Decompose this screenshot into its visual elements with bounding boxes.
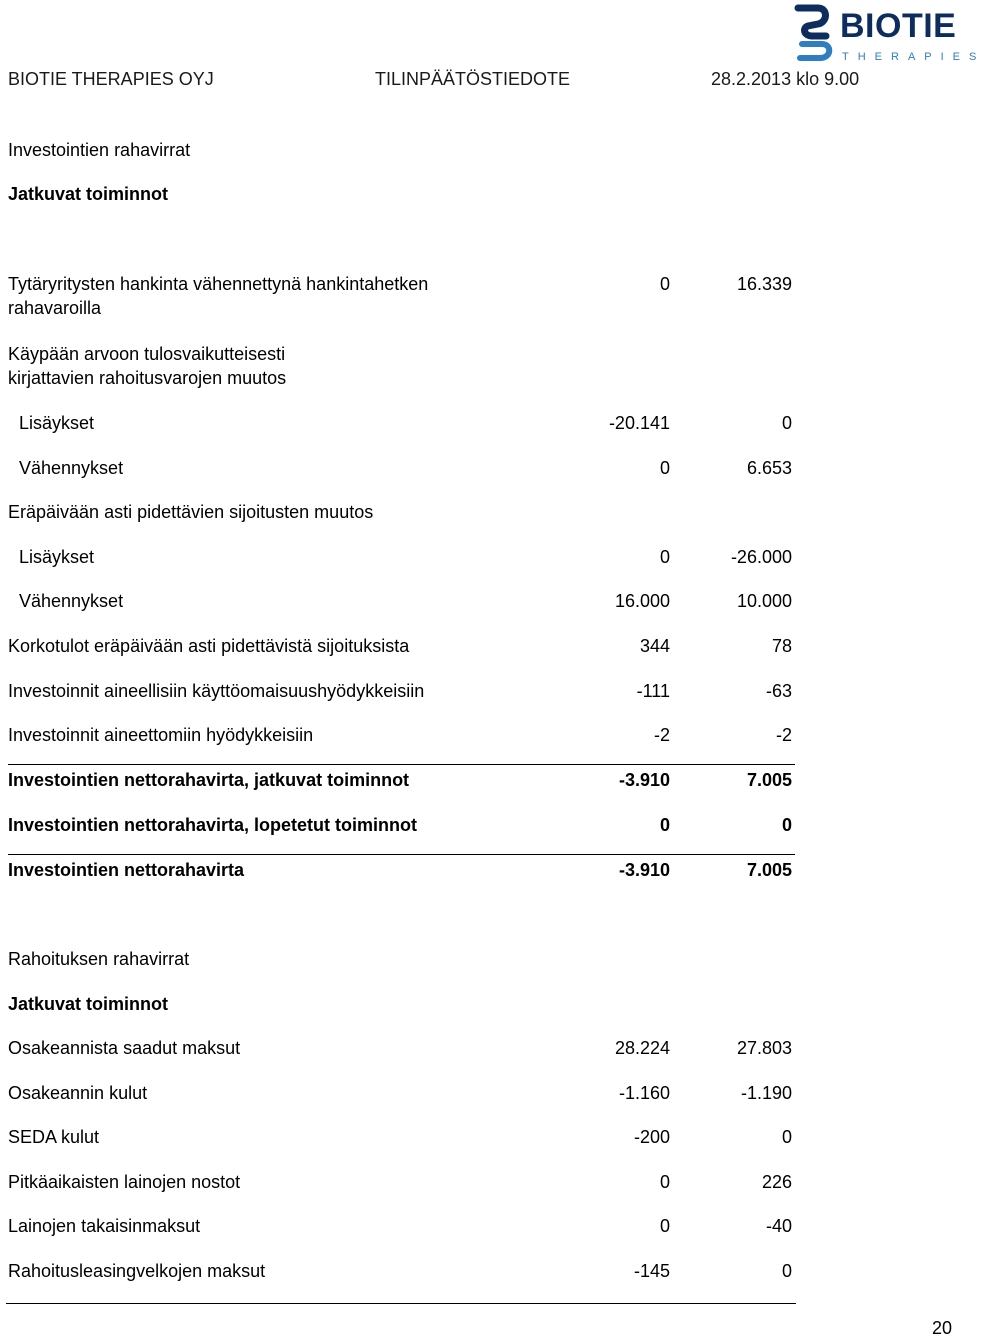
bottom-divider — [6, 1303, 796, 1304]
logo-subtitle: THERAPIES — [842, 51, 985, 63]
financing-subheading: Jatkuvat toiminnot — [8, 994, 169, 1014]
table-row: Pitkäaikaisten lainojen nostot 0 226 — [8, 1172, 792, 1192]
subtotal-divider — [8, 764, 795, 765]
company-name: BIOTIE THERAPIES OYJ — [8, 69, 214, 89]
subtotal-row: Investointien nettorahavirta, lopetetut toiminnot 0 0 — [8, 815, 792, 835]
table-row: Vähennykset 16.000 10.000 — [19, 591, 792, 611]
table-row: Osakeannista saadut maksut 28.224 27.803 — [8, 1038, 792, 1058]
table-row: Vähennykset 0 6.653 — [19, 458, 792, 478]
table-row: Eräpäivään asti pidettävien sijoitusten muutos — [8, 502, 374, 522]
document-type: TILINPÄÄTÖSTIEDOTE — [375, 69, 571, 89]
table-row: SEDA kulut -200 0 — [8, 1127, 792, 1147]
table-row: Lainojen takaisinmaksut 0 -40 — [8, 1216, 792, 1236]
table-row: Investoinnit aineellisiin käyttöomaisuushyödykkeisiin -111 -63 — [8, 681, 792, 701]
logo-wordmark: BIOTIE — [840, 7, 957, 45]
table-row: Rahoitusleasingvelkojen maksut -145 0 — [8, 1261, 792, 1281]
table-row: Tytäryritysten hankinta vähennettynä hankintahetken 0 16.339 — [8, 274, 792, 294]
release-date: 28.2.2013 klo 9.00 — [711, 69, 860, 89]
biotie-logo — [792, 2, 985, 70]
table-row-continuation: kirjattavien rahoitusvarojen muutos — [8, 368, 287, 388]
table-row: Osakeannin kulut -1.160 -1.190 — [8, 1083, 792, 1103]
investing-subheading: Jatkuvat toiminnot — [8, 184, 169, 204]
total-divider — [8, 854, 795, 855]
table-row-continuation: rahavaroilla — [8, 298, 102, 318]
page-number: 20 — [931, 1318, 952, 1338]
total-row: Investointien nettorahavirta -3.910 7.005 — [8, 860, 792, 880]
table-row: Lisäykset 0 -26.000 — [19, 547, 792, 567]
table-row: Investoinnit aineettomiin hyödykkeisiin -2 -2 — [8, 725, 792, 745]
table-row: Lisäykset -20.141 0 — [19, 413, 792, 433]
subtotal-row: Investointien nettorahavirta, jatkuvat toiminnot -3.910 7.005 — [8, 770, 792, 790]
financing-heading: Rahoituksen rahavirrat — [8, 949, 190, 969]
biotie-swoosh-icon — [792, 2, 842, 64]
table-row: Käypään arvoon tulosvaikutteisesti — [8, 344, 286, 364]
table-row: Korkotulot eräpäivään asti pidettävistä sijoituksista 344 78 — [8, 636, 792, 656]
investing-heading: Investointien rahavirrat — [8, 140, 191, 160]
